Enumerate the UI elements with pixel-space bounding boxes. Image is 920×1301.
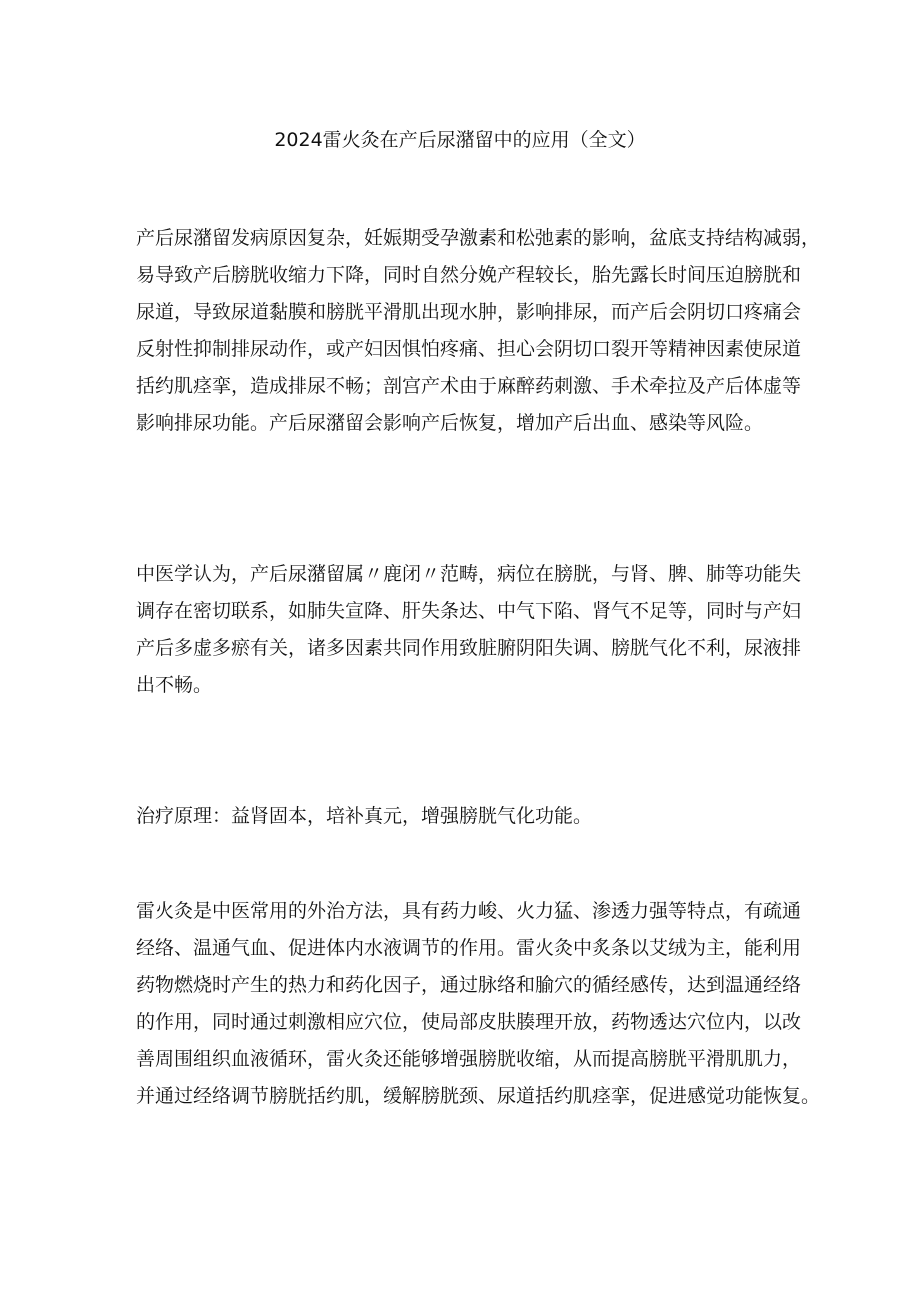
text-line: 中医学认为，产后尿潴留属〃鹿闭〃范畴，病位在膀胱，与肾、脾、肺等功能失 [136,563,802,585]
text-line: 善周围组织血液循环，雷火灸还能够增强膀胱收缩，从而提高膀胱平滑肌肌力， [136,1048,802,1070]
text-line: 药物燃烧时产生的热力和药化因子，通过脉络和腧穴的循经感传，达到温通经络 [136,974,802,996]
paragraph-thunder-fire-moxibustion [136,893,821,1115]
text-line: 并通过经络调节膀胱括约肌，缓解膀胱颈、尿道括约肌痉挛，促进感觉功能恢复。 [136,1085,821,1107]
text-line: 雷火灸是中医常用的外治方法，具有药力峻、火力猛、渗透力强等特点，有疏通 [136,900,802,922]
text-line: 产后多虚多瘀有关，诸多因素共同作用致脏腑阴阳失调、膀胱气化不利，尿液排 [136,637,802,659]
text-line: 治疗原理：益肾固本，培补真元，增强膀胱气化功能。 [136,805,593,827]
text-line: 易导致产后膀胱收缩力下降，同时自然分娩产程较长，胎先露长时间压迫膀胱和 [136,264,802,286]
text-line: 出不畅。 [136,674,213,696]
text-line: 经络、温通气血、促进体内水液调节的作用。雷火灸中炙条以艾绒为主，能利用 [136,937,802,959]
text-line: 括约肌痉挛，造成排尿不畅；剖宫产术由于麻醉药刺激、手术牵拉及产后体虚等 [136,375,802,397]
text-line: 反射性抑制排尿动作，或产妇因惧怕疼痛、担心会阴切口裂开等精神因素使尿道 [136,338,802,360]
text-line: 产后尿潴留发病原因复杂，妊娠期受孕激素和松弛素的影响，盆底支持结构减弱， [136,227,821,249]
text-line: 调存在密切联系，如肺失宣降、肝失条达、中气下陷、肾气不足等，同时与产妇 [136,600,802,622]
paragraph-etiology [136,220,821,442]
text-line: 的作用，同时通过刺激相应穴位，使局部皮肤腠理开放，药物透达穴位内，以改 [136,1011,802,1033]
paragraph-treatment-principle [136,798,786,835]
document-title: 2024雷火灸在产后尿潴留中的应用（全文） [274,129,646,151]
text-line: 尿道，导致尿道黏膜和膀胱平滑肌出现水肿，影响排尿，而产后会阴切口疼痛会 [136,301,802,323]
text-line: 影响排尿功能。产后尿潴留会影响产后恢复，增加产后出血、感染等风险。 [136,412,764,434]
paragraph-tcm-view [136,556,802,704]
